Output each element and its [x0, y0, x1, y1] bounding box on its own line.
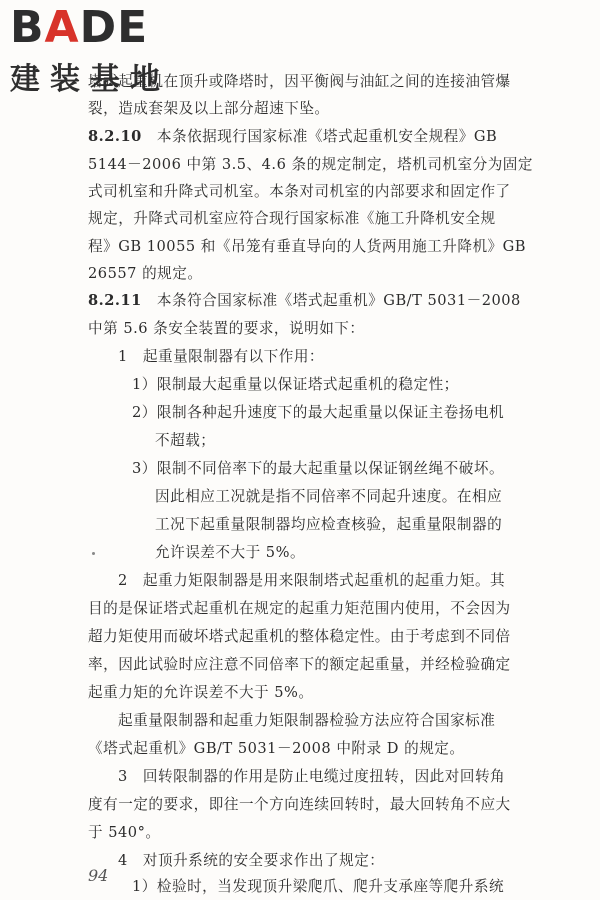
text-line: 《塔式起重机》GB/T 5031－2008 中附录 D 的规定。 — [88, 740, 465, 757]
text-line: 率，因此试验时应注意不同倍率下的额定起重量，并经检验确定 — [88, 656, 511, 673]
text-line: 塔式起重机在顶升或降塔时，因平衡阀与油缸之间的连接油管爆 — [88, 73, 511, 90]
list-item: 1）检验时，当发现顶升梁爬爪、爬升支承座等爬升系统 — [132, 878, 505, 895]
text-line: 式司机室和升降式司机室。本条对司机室的内部要求和固定作了 — [88, 183, 511, 200]
clause-8-2-10: 8.2.10 本条依据现行国家标准《塔式起重机安全规程》GB — [88, 128, 498, 145]
list-item: 3）限制不同倍率下的最大起重量以保证钢丝绳不破坏。 — [132, 460, 505, 477]
list-item: 1 起重量限制器有以下作用： — [118, 348, 325, 365]
text-line: 度有一定的要求，即往一个方向连续回转时，最大回转角不应大 — [88, 796, 511, 813]
text-line: 26557 的规定。 — [88, 265, 203, 282]
text-line: 因此相应工况就是指不同倍率不同起升速度。在相应 — [155, 488, 503, 505]
text-line: 起重力矩的允许误差不大于 5%。 — [88, 684, 314, 701]
scan-speck — [92, 552, 95, 555]
text-line: 工况下起重量限制器均应检查核验，起重量限制器的 — [155, 516, 503, 533]
text-line: 规定，升降式司机室应符合现行国家标准《施工升降机安全规 — [88, 210, 496, 227]
text-line: 中第 5.6 条安全装置的要求，说明如下： — [88, 320, 365, 337]
list-item: 1）限制最大起重量以保证塔式起重机的稳定性； — [132, 376, 459, 393]
logo-subtitle: 建装基地 — [10, 62, 170, 97]
text-line: 于 540°。 — [88, 824, 161, 841]
text-line: 5144－2006 中第 3.5、4.6 条的规定制定，塔机司机室分为固定 — [88, 156, 533, 173]
logo-wordmark: BADE — [10, 2, 149, 53]
text-line: 目的是保证塔式起重机在规定的起重力矩范围内使用，不会因为 — [88, 600, 511, 617]
text-line: 超力矩使用而破坏塔式起重机的整体稳定性。由于考虑到不同倍 — [88, 628, 511, 645]
text-line: 起重量限制器和起重力矩限制器检验方法应符合国家标准 — [118, 712, 496, 729]
clause-8-2-11: 8.2.11 本条符合国家标准《塔式起重机》GB/T 5031－2008 — [88, 292, 521, 309]
list-item: 4 对顶升系统的安全要求作出了规定： — [118, 852, 385, 869]
page-number: 94 — [88, 866, 109, 885]
text-line: 不超载； — [155, 432, 216, 449]
list-item: 2）限制各种起升速度下的最大起重量以保证主卷扬电机 — [132, 404, 505, 421]
text-line: 允许误差不大于 5%。 — [155, 544, 306, 561]
list-item: 2 起重力矩限制器是用来限制塔式起重机的起重力矩。其 — [118, 572, 506, 589]
text-line: 裂，造成套架及以上部分超速下坠。 — [88, 100, 330, 117]
clause-number: 8.2.10 — [88, 128, 142, 145]
text-line: 程》GB 10055 和《吊笼有垂直导向的人货两用施工升降机》GB — [88, 238, 527, 255]
list-item: 3 回转限制器的作用是防止电缆过度扭转，因此对回转角 — [118, 768, 506, 785]
clause-number: 8.2.11 — [88, 292, 142, 309]
